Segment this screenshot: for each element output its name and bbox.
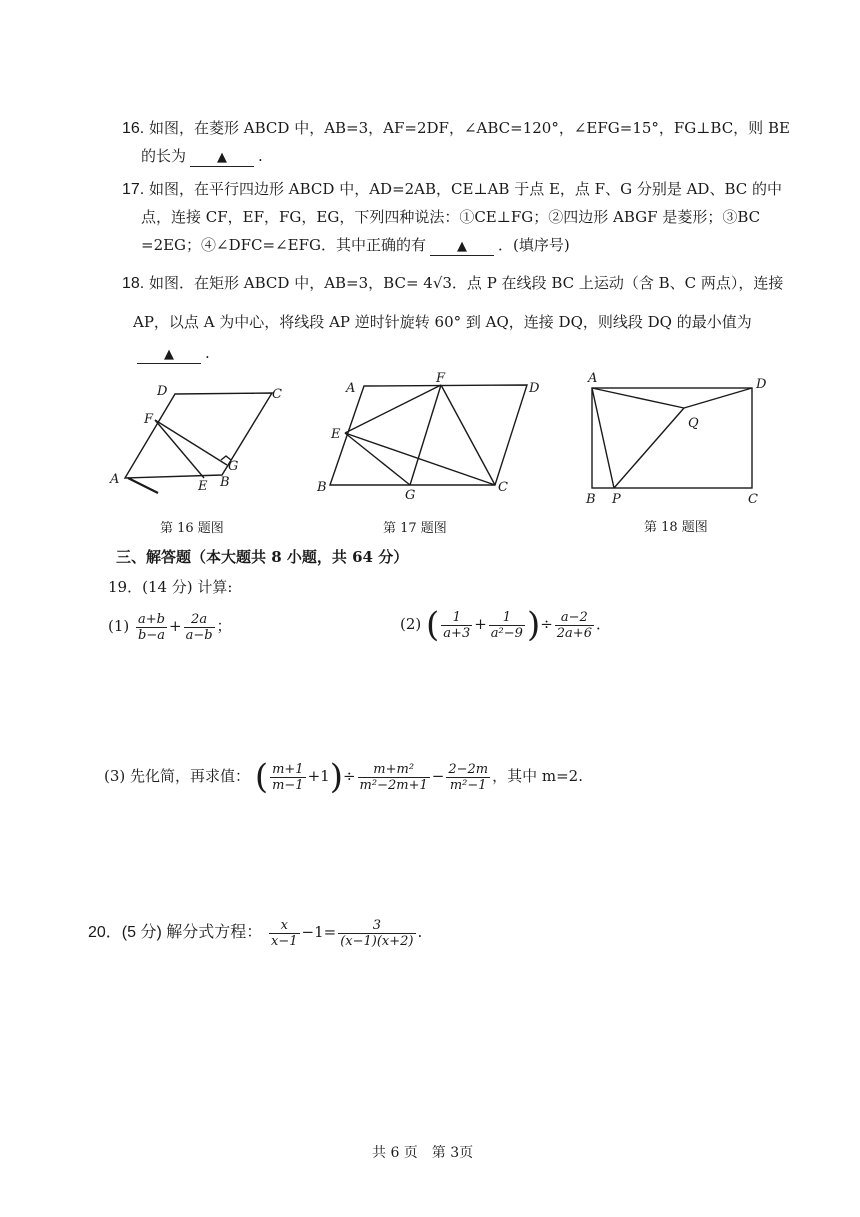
fig18-label-b: B <box>586 492 596 507</box>
q18-number: 18. <box>122 275 145 292</box>
fraction <box>489 610 525 641</box>
fig17-caption: 第 17 题图 <box>383 521 447 536</box>
fraction <box>338 918 415 949</box>
fig16-label-d: D <box>157 384 168 399</box>
fraction <box>269 918 300 949</box>
fig16-label-a: A <box>110 472 120 487</box>
figure-17 <box>310 370 550 500</box>
punctuation: ． <box>595 615 611 633</box>
operator: + <box>169 617 182 635</box>
q17-text-1: 如图，在平行四边形 ABCD 中，AD=2AB，CE⊥AB 于点 E，点 F、G 分别是 AD、BC 的中 <box>149 180 783 198</box>
fig16-label-c: C <box>272 387 282 402</box>
q16-number: 16. <box>122 120 145 137</box>
fig18-segment-pq <box>614 408 684 488</box>
operator: + <box>474 615 487 633</box>
q17-text-2: 点，连接 CF，EF，FG，EG，下列四种说法：①CE⊥FG；②四边形 ABGF 是菱形；③BC <box>141 208 761 226</box>
denominator: m−1 <box>272 777 304 793</box>
fig17-label-b: B <box>317 480 327 495</box>
right-paren: ) <box>526 605 541 645</box>
fig16-caption: 第 16 题图 <box>160 521 224 536</box>
condition-text: ，其中 m=2. <box>492 767 583 785</box>
denominator: a−b <box>185 627 213 643</box>
q18-text-1: 如图．在矩形 ABCD 中，AB=3，BC= 4√3．点 P 在线段 BC 上运动（含 B、C 两点），连接 <box>149 274 784 292</box>
triangle-icon: ▲ <box>457 239 468 254</box>
left-paren: ( <box>426 605 440 645</box>
numerator: a+b <box>138 611 165 627</box>
fig17-label-e: E <box>331 427 341 442</box>
denominator: a+3 <box>443 625 471 641</box>
fraction <box>446 762 490 793</box>
denominator: x−1 <box>271 933 298 949</box>
fig16-rhombus <box>125 393 272 478</box>
q16-text-1: 如图，在菱形 ABCD 中，AB=3，AF=2DF，∠ABC=120°，∠EFG=15°，FG⊥BC，则 BE <box>149 119 790 137</box>
fig17-segment-fe <box>345 385 441 433</box>
q17-line3 <box>141 235 570 256</box>
q17-text-3: =2EG；④∠DFC=∠EFG．其中正确的有 <box>141 236 427 254</box>
denominator: m²−2m+1 <box>359 777 428 793</box>
fig17-segment-fc <box>441 385 495 485</box>
triangle-icon: ▲ <box>217 150 228 165</box>
numerator: 1 <box>452 609 461 625</box>
operator: −1= <box>301 923 337 941</box>
fig18-segment-qd <box>684 388 752 408</box>
q18-line3 <box>133 343 210 364</box>
fig16-segment-fe <box>155 420 204 478</box>
q18-period: . <box>205 344 210 362</box>
fig18-label-a: A <box>588 371 598 386</box>
fig17-parallelogram <box>330 385 527 485</box>
operator: +1 <box>307 767 330 785</box>
fig17-label-g: G <box>405 488 416 500</box>
q18-line2 <box>133 312 752 332</box>
operator: − <box>431 767 445 785</box>
q20-line <box>88 914 422 951</box>
q19-p3-label: (3) 先化简，再求值： <box>104 767 251 785</box>
q19-part2 <box>400 605 611 645</box>
fig18-label-c: C <box>748 492 758 507</box>
denominator: b−a <box>138 627 165 643</box>
q17-line1 <box>122 179 782 200</box>
q17-number: 17. <box>122 181 145 198</box>
q16-period: . <box>258 147 263 165</box>
numerator: 2−2m <box>448 761 489 777</box>
numerator: a−2 <box>560 609 588 625</box>
fig16-pen-mark <box>128 478 158 493</box>
q18-line1 <box>122 273 783 294</box>
numerator: m+m² <box>373 761 415 777</box>
denominator: 2a+6 <box>556 625 592 641</box>
fig18-segment-aq <box>592 388 684 408</box>
numerator: 2a <box>191 611 208 627</box>
fig17-segment-ec <box>345 433 495 485</box>
fig17-segment-eg <box>345 433 410 485</box>
denominator: (x−1)(x+2) <box>340 933 414 949</box>
fig17-segment-fg <box>410 385 441 485</box>
numerator: m+1 <box>272 761 304 777</box>
numerator: 1 <box>502 609 511 625</box>
q19-p1-label: (1) <box>108 617 130 635</box>
q18-text-2: AP，以点 A 为中心，将线段 AP 逆时针旋转 60° 到 AQ，连接 DQ，则线段 DQ 的最小值为 <box>133 313 752 331</box>
fraction <box>270 762 306 793</box>
q17-note: ．(填序号) <box>498 236 570 254</box>
numerator: x <box>280 917 288 933</box>
fig17-label-d: D <box>529 381 540 396</box>
fig17-label-f: F <box>436 371 446 386</box>
fig16-label-g: G <box>228 459 239 474</box>
fraction <box>184 612 215 643</box>
right-paren: ) <box>329 757 343 797</box>
q17-answer-blank <box>430 237 494 256</box>
fig16-segment-fg <box>155 420 227 465</box>
fraction <box>441 610 472 641</box>
figure-16 <box>100 378 300 498</box>
fraction <box>358 762 430 793</box>
fig18-label-p: P <box>612 492 621 507</box>
q18-answer-blank <box>137 345 201 364</box>
q16-line2 <box>141 146 263 167</box>
q20-header: 20．(5 分) 解分式方程： <box>88 924 263 941</box>
triangle-icon: ▲ <box>164 347 174 362</box>
punctuation: ； <box>216 617 232 635</box>
fig17-label-a: A <box>346 381 356 396</box>
fig17-label-c: C <box>498 480 508 495</box>
figure-18 <box>580 368 780 508</box>
fig16-label-f: F <box>144 412 154 427</box>
fraction <box>555 610 594 641</box>
q19-p2-label: (2) <box>400 615 422 633</box>
fig18-label-d: D <box>756 377 767 392</box>
denominator: a²−9 <box>490 625 523 641</box>
numerator: 3 <box>372 917 381 933</box>
fig18-caption: 第 18 题图 <box>644 520 708 535</box>
page-footer: 共 6 页 第 3页 <box>372 1145 474 1161</box>
q19-header: 19．(14 分) 计算: <box>108 578 233 596</box>
fig18-label-q: Q <box>688 416 699 431</box>
left-paren: ( <box>254 757 269 797</box>
fig16-label-b: B <box>220 475 230 490</box>
q19-part1 <box>108 608 232 644</box>
q16-text-2: 的长为 <box>141 147 187 165</box>
fig16-label-e: E <box>198 479 208 494</box>
section-3-title: 三、解答题（本大题共 8 小题，共 64 分） <box>116 548 409 566</box>
denominator: m²−1 <box>446 777 490 793</box>
fig18-rectangle <box>592 388 752 488</box>
q17-line2 <box>141 207 760 227</box>
operator: ÷ <box>342 767 356 785</box>
q19-part3 <box>104 757 583 797</box>
fraction <box>136 612 167 643</box>
operator: ÷ <box>540 615 553 633</box>
punctuation: . <box>417 923 423 941</box>
q16-answer-blank <box>190 148 254 167</box>
fig18-segment-ap <box>592 388 614 488</box>
q16-line1 <box>122 118 790 139</box>
